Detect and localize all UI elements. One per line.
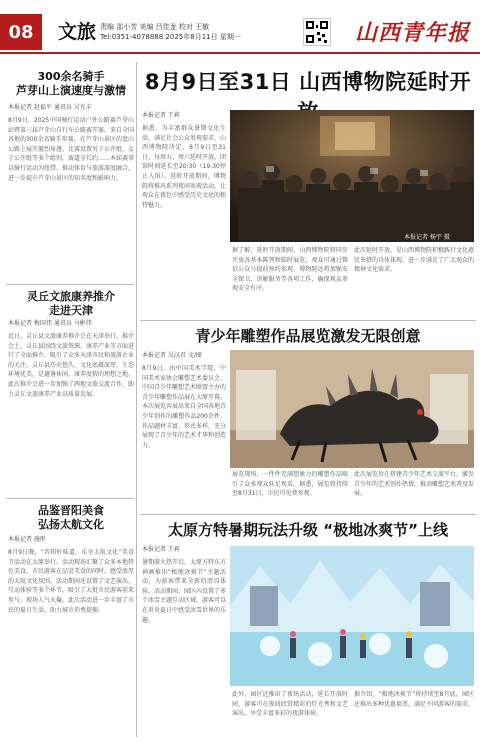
column-divider [136,62,137,737]
lead-headline: 8月9日至31日 山西博物院延时开 [144,70,472,94]
article-title-cycling: 300余名骑手 芦芽山上演速度与激情 [16,70,126,97]
editor-line: 责编 邵小芳 美编 吕佳龙 校对 王敏 [100,23,210,31]
article-body-cycling: 8月9日，2025中国骑行运动户外公路赛芦芽山站暨第三届芦芽山自行车公路赛开赛。来自全国各地的300余名骑手参赛，在芦芽山景区的盘山公路上展开激烈角逐，比赛设置男子公开组、女子公开组等多个组别，赛道全长约……本届赛事以骑行运动为纽带，推动体育与旅游深度融合，进一步提升芦芽山景区的知名度和影响力。 [8,117,134,182]
sculpture-headline: 青少年雕塑作品展览激发无限创意 [195,327,421,345]
article-title-food: 品鉴晋阳美食 弘扬太航文化 [38,504,104,531]
lead-photo-credit: 本报记者 杨宇 摄 [404,234,450,241]
fantawild-body-col3: 据介绍，“极地冰爽节”将持续至8月底，园区还推出多种优惠套票，满足不同游客的需求。 [354,691,474,708]
fantawild-photo [230,546,474,686]
divider [6,498,134,499]
sculpture-byline: 本报记者 吴汉君 文/图 [142,352,202,359]
lead-body-col2: 据了解，延时开放期间，山西博物院将同步开放各基本陈列和临时展览，观众可通过微信公众号提前预约参观。博物院还将加强安全保卫、讲解服务等各项工作，确保观众参观安全有序。 [232,247,348,293]
lead-body-col1: 据悉，为丰富群众暑期文化生活，满足社会公众参观需求，山西博物院决定，8月9日至31日，每周五、周六延时开放，闭馆时间延长至20:30（19:30停止入馆）。延时开放期间，博物院将推出系列夜间参观活动，让观众在夜色中感受历史文化的独特魅力。 [142,125,226,209]
lead-byline: 本报记者 王莉 [142,112,180,119]
sculpture-photo [230,350,474,468]
section-title: 文旅 [58,21,97,43]
museum-crowd-photo [230,110,474,242]
date-line: Tel:0351-4078888 2025年8月11日 星期一 [100,33,241,41]
qr-code-icon [303,18,331,46]
masthead-rule [0,52,480,54]
article-byline-cycling: 本报记者 赵福平 通讯员 吴光丰 [8,104,92,111]
fantawild-body-col2: 此外，园区还推出了夜场活动，延长开放时间，游客可在夜间欣赏精彩的灯光秀和文艺演出，享受丰富多彩的夜游体验。 [232,691,348,718]
divider [6,284,134,285]
sculpture-body-col3: 此次展览旨在搭建青少年艺术交流平台，激发青少年的艺术创作热情，推动雕塑艺术普及发展。 [354,471,474,498]
divider [140,320,476,321]
sculpture-body-col2: 展览现场，一件件充满想象力的雕塑作品吸引了众多观众驻足观看。据悉，展览将持续至8月31日，市民可免费参观。 [232,471,348,498]
fantawild-body-col1: 暑期游火热开启，太原方特东方神画推出“极地冰爽节”主题活动，为游客带来全新的清凉体验。活动期间，园区内设置了多个冰雪主题互动区域，游客可以在炎炎夏日中感受冰雪世界的乐趣。 [142,559,226,624]
article-byline-lingqiu: 本报记者 梅国伟 通讯员 马彬伟 [8,320,92,327]
page-number: 08 [0,14,42,50]
fantawild-byline: 本报记者 王莉 [142,546,180,553]
article-body-lingqiu: 近日，灵丘县文旅康养推介会在天津举行。推介会上，灵丘县围绕文旅资源、康养产业等方面进行了全面推介，吸引了众多天津市民和旅游企业的关注。灵丘县历史悠久、文化底蕴深厚，生态环境优美，是避暑休闲、康养度假的理想之地。此次推介会进一步加强了两地文旅交流合作，助力灵丘文旅康养产业高质量发展。 [8,333,134,398]
article-title-lingqiu: 灵丘文旅康养推介 走进天津 [27,290,115,317]
fantawild-headline: 太原方特暑期玩法升级 “极地冰爽节”上线 [168,521,448,539]
sculpture-body-col1: 8月9日，由中国美术学院、中国美术家协会雕塑艺术委员会、中国青少年雕塑艺术联盟主办的青少年雕塑作品展在太原开幕。本次展览共展出来自全国各地青少年创作的雕塑作品200余件，作品题材丰富、形式多样，充分展现了青少年的艺术才华和创造力。 [142,365,226,449]
newspaper-logo: 山西青年报 [354,20,470,46]
lead-body-col3: 此次延时开放，是山西博物院积极践行文化惠民举措的具体体现，进一步满足了广大观众的精神文化需求。 [354,247,474,274]
article-byline-food: 本报记者 施彤 [8,536,46,543]
article-body-food: 8月9日晚，“晋阳好味道、乐享太航文化”美食节活动在太原举行。活动现场汇聚了众多本地特色美食，市民游客在品尝美食的同时，感受浓厚的太航文化氛围。活动期间还设置了文艺演出、互动体验等多个环节，吸引了大批市民游客前来参与，现场人气火爆。此次活动进一步丰富了市民的夏日生活，助力城市消费提振。 [8,549,134,614]
divider [140,514,476,515]
